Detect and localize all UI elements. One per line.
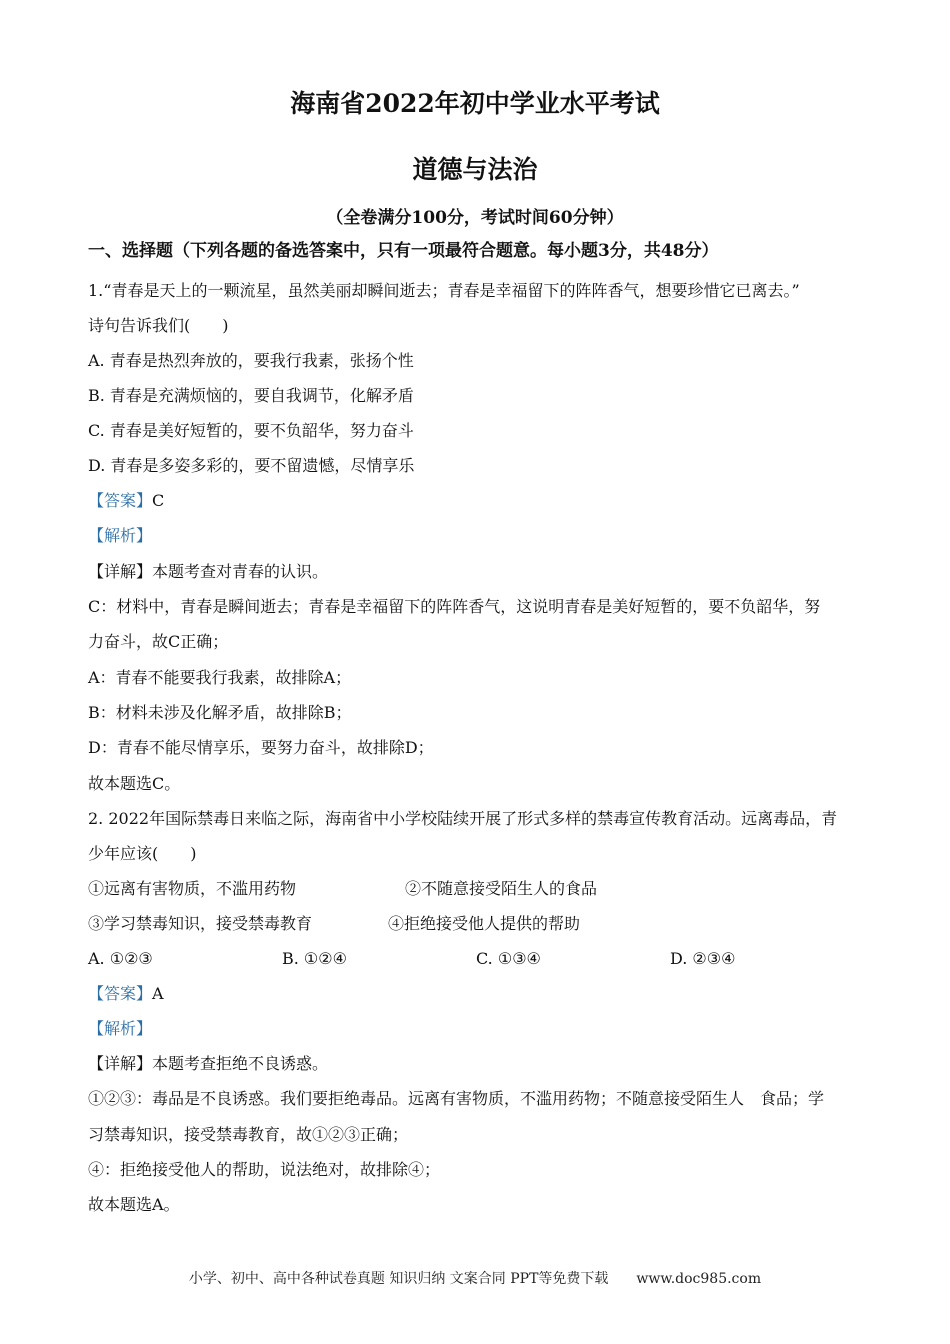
exam-note: （全卷满分100分，考试时间60分钟）	[326, 208, 624, 228]
answer-tag: 【答案】	[88, 491, 153, 510]
q2-item-3: ③学习禁毒知识，接受禁毒教育	[88, 914, 313, 933]
q1-analysis-tag: 【解析】	[88, 526, 153, 545]
q2-detail	[88, 1053, 328, 1075]
answer-value: C	[152, 491, 165, 510]
q1-stem-line2: 诗句告诉我们( )	[88, 316, 229, 335]
detail-text: 本题考查对青春的认识。	[152, 562, 329, 581]
q1-detail	[88, 561, 328, 583]
section-heading: 一、选择题（下列各题的备选答案中，只有一项最符合题意。每小题3分，共48分）	[88, 241, 719, 261]
q2-explain-line: 故本题选A。	[88, 1195, 180, 1214]
q1-option-b: B. 青春是充满烦恼的，要自我调节，化解矛盾	[88, 386, 414, 405]
detail-tag: 【详解】	[88, 1054, 153, 1073]
q2-option-d: D. ②③④	[670, 949, 736, 968]
q2-item-2: ②不随意接受陌生人的食品	[405, 879, 598, 898]
q2-option-a: A. ①②③	[88, 949, 153, 968]
q1-option-a: A. 青春是热烈奔放的，要我行我素，张扬个性	[88, 351, 414, 370]
q2-item-4: ④拒绝接受他人提供的帮助	[388, 914, 581, 933]
q1-answer	[88, 490, 164, 512]
detail-text: 本题考查拒绝不良诱惑。	[152, 1054, 329, 1073]
q2-stem-line1: 2. 2022年国际禁毒日来临之际，海南省中小学校陆续开展了形式多样的禁毒宣传教育活动。远离毒品，青	[88, 809, 838, 828]
q2-explain-line: 习禁毒知识，接受禁毒教育，故①②③正确；	[88, 1125, 409, 1144]
detail-tag: 【详解】	[88, 562, 153, 581]
q2-option-c: C. ①③④	[476, 949, 541, 968]
q1-option-c: C. 青春是美好短暂的，要不负韶华，努力奋斗	[88, 421, 414, 440]
q2-explain-line: ④：拒绝接受他人的帮助，说法绝对，故排除④；	[88, 1160, 441, 1179]
q1-explain-line: 力奋斗，故C正确；	[88, 632, 229, 651]
q1-explain-line: A：青春不能要我行我素，故排除A；	[88, 668, 352, 687]
answer-value: A	[152, 984, 164, 1003]
page-footer: 小学、初中、高中各种试卷真题 知识归纳 文案合同 PPT等免费下载 www.doc985.com	[188, 1271, 762, 1287]
q1-explain-line: C：材料中，青春是瞬间逝去；青春是幸福留下的阵阵香气，这说明青春是美好短暂的，要不负韶华，努	[88, 597, 821, 616]
q1-explain-line: B：材料未涉及化解矛盾，故排除B；	[88, 703, 352, 722]
q2-analysis-tag: 【解析】	[88, 1019, 153, 1038]
q1-explain-line: 故本题选C。	[88, 774, 181, 793]
subject-title: 道德与法治	[412, 155, 538, 184]
q2-answer	[88, 983, 164, 1005]
q1-stem-line1: 1.“青春是天上的一颗流星，虽然美丽却瞬间逝去；青春是幸福留下的阵阵香气，想要珍惜它已离去。”	[88, 281, 800, 300]
answer-tag: 【答案】	[88, 984, 153, 1003]
q1-explain-line: D：青春不能尽情享乐，要努力奋斗，故排除D；	[88, 738, 434, 757]
exam-title: 海南省2022年初中学业水平考试	[290, 89, 660, 118]
q2-option-b: B. ①②④	[282, 949, 347, 968]
q2-stem-line2: 少年应该( )	[88, 844, 197, 863]
q2-explain-line: ①②③：毒品是不良诱惑。我们要拒绝毒品。远离有害物质，不滥用药物；不随意接受陌生人 食品；学	[88, 1089, 825, 1108]
q1-option-d: D. 青春是多姿多彩的，要不留遗憾，尽情享乐	[88, 456, 415, 475]
q2-item-1: ①远离有害物质，不滥用药物	[88, 879, 297, 898]
